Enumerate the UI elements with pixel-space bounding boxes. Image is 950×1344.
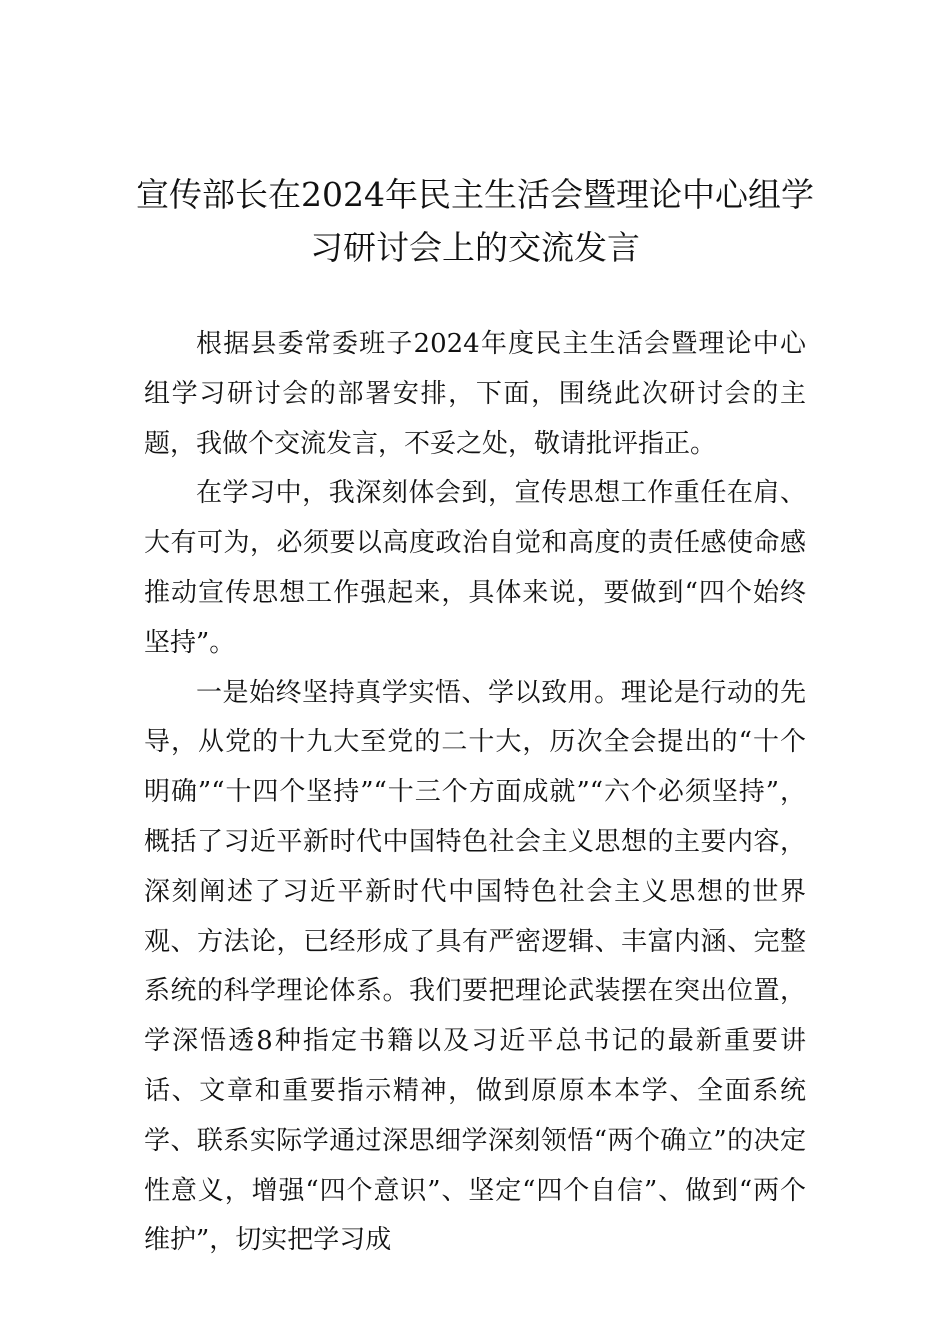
document-body: [144, 320, 806, 1266]
document-title: 宣传部长在2024年民主生活会暨理论中心组学习研讨会上的交流发言: [136, 175, 814, 267]
paragraph-intro: 根据县委常委班子2024年度民主生活会暨理论中心组学习研讨会的部署安排，下面，围绕此次研讨会的主题，我做个交流发言，不妥之处，敬请批评指正。: [144, 329, 806, 459]
paragraph-point-one: 一是始终坚持真学实悟、学以致用。理论是行动的先导，从党的十九大至党的二十大，历次全会提出的“十个明确”“十四个坚持”“十三个方面成就”“六个必须坚持”，概括了习近平新时代中国特色社会主义思想的主要内容，深刻阐述了习近平新时代中国特色社会主义思想的世界观、方法论，已经形成了具有严密逻辑、丰富内涵、完整系统的科学理论体系。我们要把理论武装摆在突出位置，学深悟透8种指定书籍以及习近平总书记的最新重要讲话、文章和重要指示精神，做到原原本本学、全面系统学、联系实际学通过深思细学深刻领悟“两个确立”的决定性意义，增强“四个意识”、坚定“四个自信”、做到“两个维护”，切实把学习成: [144, 677, 806, 1256]
paragraph-summary: 在学习中，我深刻体会到，宣传思想工作重任在肩、大有可为，必须要以高度政治自觉和高度的责任感使命感推动宣传思想工作强起来，具体来说，要做到“四个始终坚持”。: [144, 478, 806, 658]
